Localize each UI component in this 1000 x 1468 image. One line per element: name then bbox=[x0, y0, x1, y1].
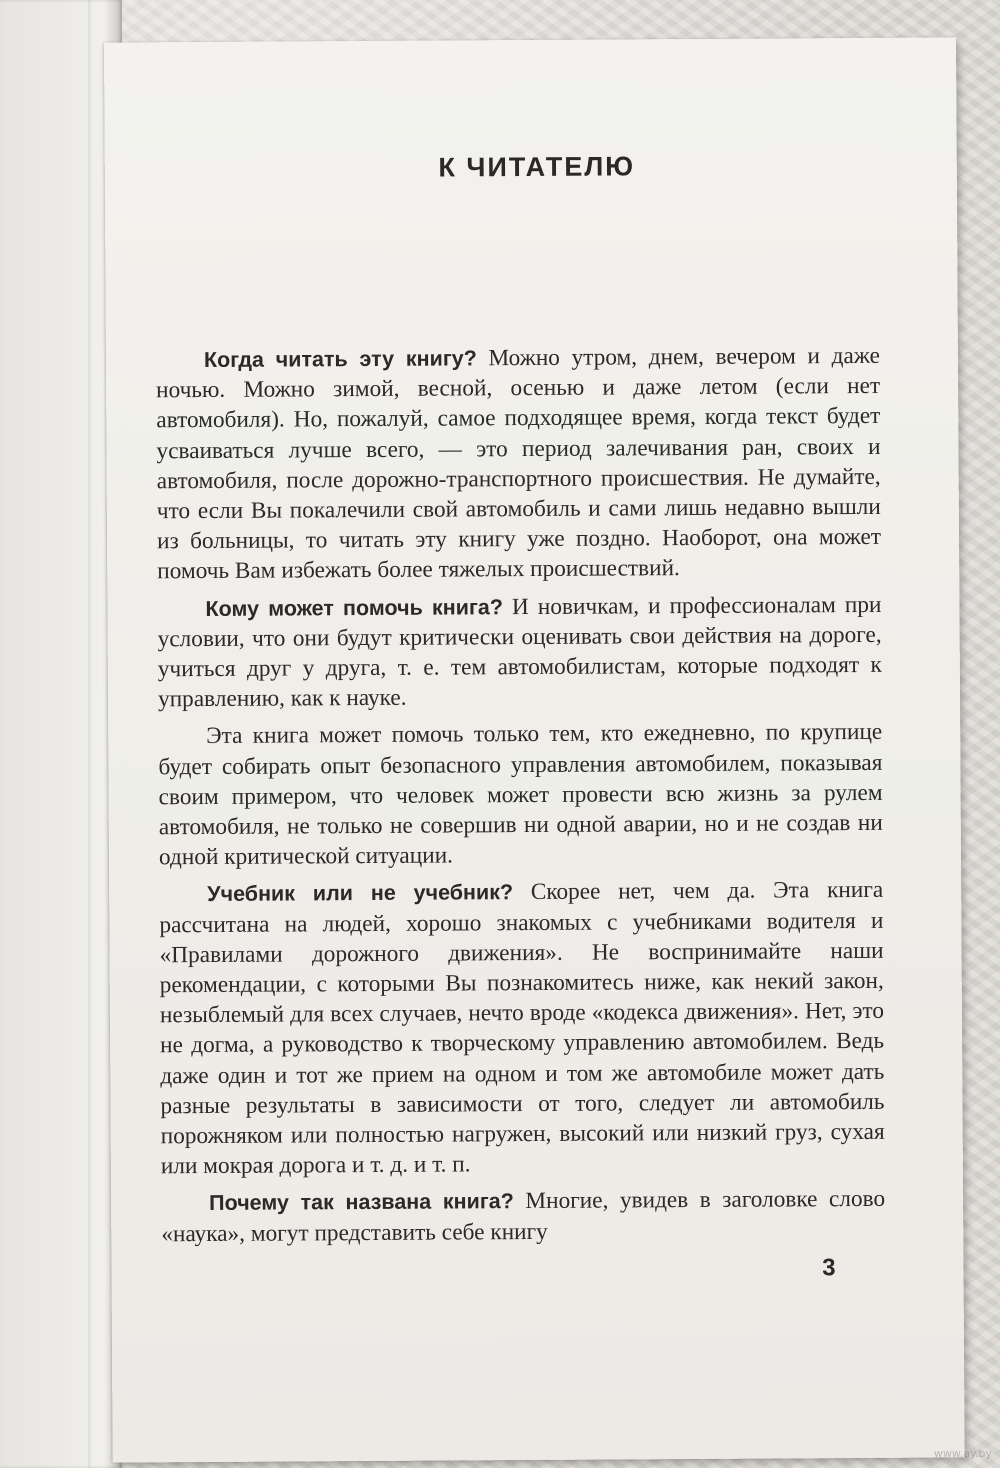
paragraph-heading: Учебник или не учебник? bbox=[207, 880, 514, 907]
paragraph-text: Эта книга может помочь только тем, кто ежедневно, по крупице будет собирать опыт безопасного управления автомобилем, показывая своим примером, что человек может провести всю жизнь за рулем автомобиля, не только не совершив ни одной аварии, но и не создав ни одной критической ситуации. bbox=[158, 719, 883, 871]
page-title: К ЧИТАТЕЛЮ bbox=[438, 151, 636, 183]
book-page bbox=[104, 37, 965, 1462]
paragraph-heading: Почему так названа книга? bbox=[209, 1189, 514, 1216]
paragraph-text: И новичкам, и профессионалам при условии, что они будут критически оценивать свои действия на дороге, учиться друг у друга, т. е. тем автомобилистам, которые подходят к управлению, как к науке. bbox=[157, 591, 882, 713]
page-number: 3 bbox=[822, 1254, 836, 1282]
paragraph-text: Скорее нет, чем да. Эта книга рассчитана на людей, хорошо знакомых с учебниками водителя и «Правилами дорожного движения». Не воспринимайте наши рекомендации, с которыми Вы познакомитесь ниже, как некий закон, незыблемый для всех случаев, нечто вроде «кодекса движения». Нет, это не догма, а руководство к творческому управлению автомобилем. Ведь даже один и тот же прием на одном и том же автомобиле может дать разные результаты в зависимости от того, следует ли автомобиль порожняком или полностью нагружен, высокий или низкий груз, сухая или мокрая дорога и т. д. и т. п. bbox=[159, 877, 885, 1180]
paragraph-textbook-or-not bbox=[159, 875, 885, 1181]
paragraph-heading: Когда читать эту книгу? bbox=[203, 346, 477, 372]
paragraph-who-can-help bbox=[157, 589, 882, 714]
paragraph-text: Можно утром, днем, вечером и даже ночью. Можно зимой, весной, осенью и даже летом (если нет автомобиля). Но, пожалуй, самое подходящее время, когда текст будет усваиваться лучше всего, — это период залечивания ран, своих и автомобиля, после дорожно-транспортного происшествия. Не думайте, что если Вы покалечили свой автомобиль и сами лишь недавно вышли из больницы, то читать эту книгу уже поздно. Наоборот, она может помочь Вам избежать более тяжелых происшествий. bbox=[156, 342, 882, 585]
paragraph-text: Многие, увидев в заголовке слово «наука», могут представить себе книгу bbox=[161, 1186, 886, 1247]
paragraph-when-to-read bbox=[156, 341, 881, 587]
paragraph-daily-experience bbox=[158, 717, 883, 872]
page-content bbox=[155, 150, 886, 1256]
watermark: www.ay.by bbox=[933, 1447, 992, 1460]
paragraph-why-named bbox=[161, 1184, 885, 1249]
book-spine-edge bbox=[0, 0, 122, 1468]
spine-shadow bbox=[88, 0, 92, 1468]
page-body bbox=[156, 341, 886, 1249]
paragraph-heading: Кому может помочь книга? bbox=[205, 594, 504, 621]
